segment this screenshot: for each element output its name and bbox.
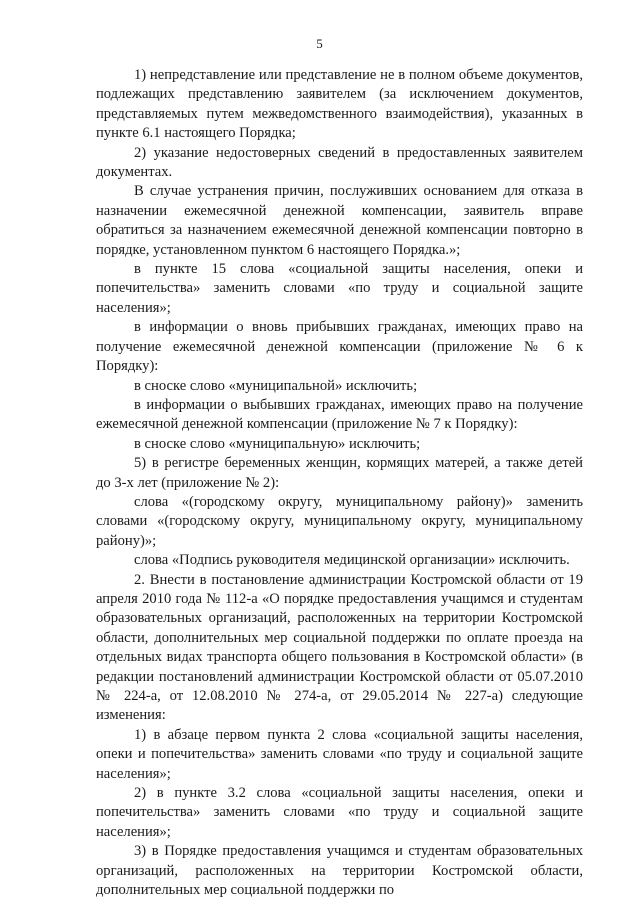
page-number: 5 [316,36,323,51]
paragraph-amendment-item-3: 3) в Порядке предоставления учащимся и студентам образовательных организаций, расположенных на территории Костромской области, дополнительных мер социальной поддержки по [96,843,583,899]
paragraph-item-2: 2) указание недостоверных сведений в предоставленных заявителем документах. [96,144,583,181]
paragraph-item-5-register: 5) в регистре беременных женщин, кормящих матерей, а также детей до 3-х лет (приложение № 2): [96,455,583,491]
paragraph-section-2-amendment: 2. Внести в постановление администрации Костромской области от 19 апреля 2010 года № 112-а «О порядке предоставления учащимся и студентам образовательных организаций, расположенных на территории Костромской области, дополнительных мер социальной поддержки по оплате проезда на отдельных видах транспорта общего пользования в Костромской области» (в редакции постановлений администрации Костромской области от 05.07.2010 № 224-а, от 12.08.2010 № 274-а, от 29.05.2014 № 227-а) следующие изменения: [96,571,583,724]
paragraph-footnote-municipal-2: в сноске слово «муниципальную» исключить; [134,435,421,452]
paragraph-refusal-reconsideration: В случае устранения причин, послуживших основанием для отказа в назначении ежемесячной денежной компенсации, заявитель вправе обратиться за назначением ежемесячной денежной компенсации повторно в порядке, установленном пунктом 6 настоящего Порядка.»; [96,183,583,258]
paragraph-item-1: 1) непредставление или представление не в полном объеме документов, подлежащих представлению заявителем (за исключением документов, представляемых путем межведомственного взаимодействия), указанных в пункте 6.1 настоящего Порядка; [96,67,583,142]
paragraph-departed-citizens-info: в информации о выбывших гражданах, имеющих право на получение ежемесячной денежной компенсации (приложение № 7 к Порядку): [96,396,583,433]
paragraph-amendment-item-1: 1) в абзаце первом пункта 2 слова «социальной защиты населения, опеки и попечительства» заменить словами «по труду и социальной защите населения»; [96,726,583,782]
paragraph-replace-district-words: слова «(городскому округу, муниципальному району)» заменить словами «(городскому округу, муниципальному округу, муниципальному району)»; [96,493,583,549]
paragraph-arrived-citizens-info: в информации о вновь прибывших гражданах, имеющих право на получение ежемесячной денежной компенсации (приложение № 6 к Порядку): [96,319,583,375]
paragraph-clause-15: в пункте 15 слова «социальной защиты населения, опеки и попечительства» заменить словами «по труду и социальной защите населения»; [96,261,583,316]
document-body [96,66,583,900]
paragraph-amendment-item-2: 2) в пункте 3.2 слова «социальной защиты населения, опеки и попечительства» заменить словами «по труду и социальной защите населения»; [96,785,583,840]
paragraph-footnote-municipal-1: в сноске слово «муниципальной» исключить; [134,377,418,394]
paragraph-remove-signature-words: слова «Подпись руководителя медицинской организации» исключить. [134,552,570,569]
